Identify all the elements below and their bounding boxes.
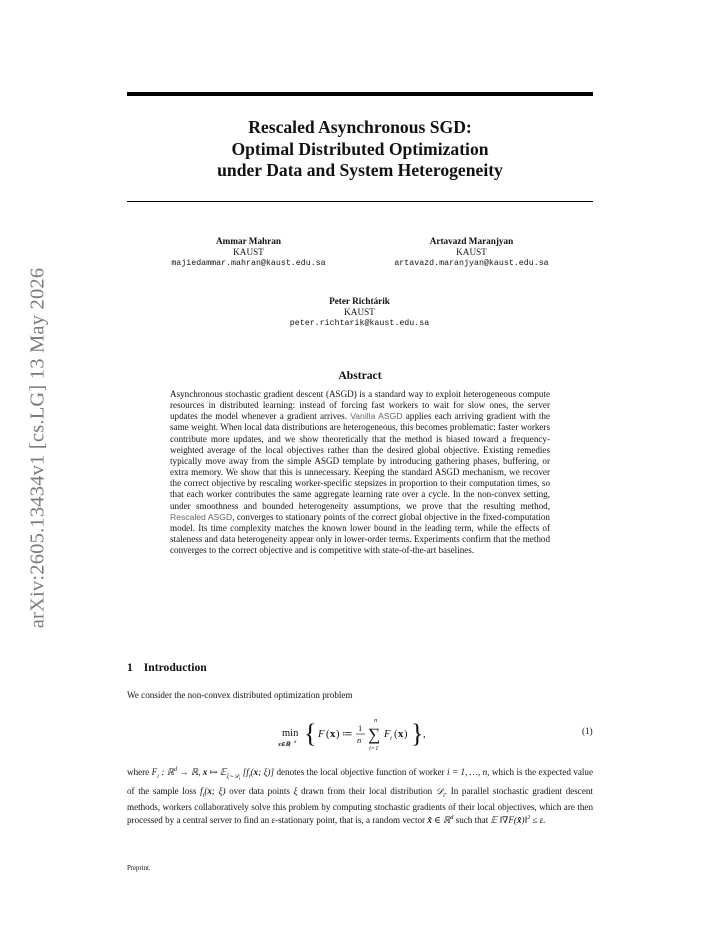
eq-paren: (: [394, 729, 398, 740]
author-block: [241, 296, 478, 329]
method-name-vanilla: Vanilla ASGD: [350, 411, 403, 422]
abstract-text: , converges to stationary points of the correct global objective in the fixed-computation model. Its time complexity matches the known lower bound in the leading term, while the effects of staleness and data heterogeneity appear only in lower-order terms. Experiments confirm that the method converges to the correct objective and is competitive with state-of-the-art baselines.: [170, 511, 550, 556]
title-line-1: Rescaled Asynchronous SGD:: [248, 117, 472, 137]
eq-n: n: [357, 735, 362, 745]
para-text: which is the expected value of the sample loss: [127, 767, 593, 796]
eq-Fi: F: [384, 729, 391, 740]
title-line-2: Optimal Distributed Optimization: [231, 138, 489, 159]
author-email: peter.richtarik@kaust.edu.sa: [289, 319, 430, 328]
author-affiliation: KAUST: [233, 247, 264, 257]
eq-sum: ∑: [368, 725, 381, 744]
para-text: -stationary point, that is, a random vector: [275, 814, 426, 825]
arxiv-stamp: arXiv:2605.13434v1 [cs.LG] 13 May 2026: [26, 267, 49, 629]
math-Fi-map: $F_i$ : ℝ$^d$ → ℝ, x ↦ 𝔼$_{\xi\sim 𝒟_i}$ [$f_i(x$; ξ)]: [151, 767, 275, 783]
equation-number: (1): [582, 726, 593, 736]
math-xhat: x̂ ∈ ℝ$^d$: [427, 814, 454, 825]
title-line-3: under Data and System Heterogeneity: [217, 160, 503, 181]
section-number: 1: [127, 661, 133, 674]
eq-x: x: [398, 729, 404, 740]
author-email: majiedammar.mahran@kaust.edu.sa: [171, 259, 326, 268]
math-epsilon: ε: [271, 814, 276, 825]
eq-one: 1: [358, 723, 363, 733]
abstract-text: Asynchronous stochastic gradient descent (ASGD) is a standard way to exploit heterogeneous compute resources in distributed learning: instead of forcing fast workers to wait for slow ones, the server updates the model whenever a gradient arrives.: [170, 389, 550, 422]
eq-i: i: [390, 735, 392, 742]
author-email: artavazd.maranjyan@kaust.edu.sa: [394, 259, 549, 268]
abstract-heading: Abstract: [338, 369, 382, 382]
math-xi: ξ: [293, 785, 298, 796]
author-name: Peter Richtárik: [329, 296, 390, 306]
author-affiliation: KAUST: [456, 247, 487, 257]
section-title: Introduction: [143, 661, 207, 674]
eq-F: F: [318, 729, 325, 740]
eq-brace-right: }: [411, 719, 424, 748]
math-stationarity: 𝔼 ‖∇F(x̂)‖$^2$ ≤ ε.: [490, 814, 546, 825]
eq-comma: ,: [423, 729, 426, 740]
eq-sum-top: n: [374, 717, 378, 724]
author-name: Artavazd Maranjyan: [429, 236, 514, 246]
intro-sentence: We consider the non-convex distributed optimization problem: [127, 690, 353, 700]
eq-min-subscript-d: d: [294, 739, 297, 744]
author-block: [353, 236, 590, 269]
paper-title: [127, 117, 593, 182]
eq-sum-bottom: i=1: [369, 745, 379, 752]
footer-preprint: Preprint.: [127, 865, 151, 872]
math-Di: 𝒟$_i$: [435, 785, 445, 799]
eq-paren: (: [326, 729, 330, 740]
title-top-rule: [127, 92, 593, 96]
para-text: denotes the local objective function of worker: [276, 767, 445, 778]
objective-equation: [280, 714, 593, 754]
section-heading: [127, 661, 207, 674]
abstract-text: applies each arriving gradient with the same weight. When local data distributions are heterogeneous, this becomes problematic: faster workers contribute more updates, and we show theoretically that the method is biased toward a frequency-weighted average of the local objectives rather than the desired global objective. Existing remedies typically move away from the simple ASGD template by introducing gathering phases, buffering, or extra memory. We show that this is unnecessary. Keeping the standard ASGD mechanism, we recover the correct objective by rescaling worker-specific stepsizes in proportion to their computation times, so that each worker contributes the same aggregate learning rate over a cycle. In the non-convex setting, under smoothness and bounded heterogeneity assumptions, we prove that the resulting method,: [170, 411, 550, 511]
math-worker-index: i = 1, …, n,: [447, 767, 490, 778]
eq-paren: ): [336, 729, 340, 740]
author-name: Ammar Mahran: [216, 236, 281, 246]
title-bottom-rule: [127, 201, 593, 202]
author-affiliation: KAUST: [344, 307, 375, 317]
para-text: drawn from their local distribution: [301, 785, 433, 796]
para-text: where: [127, 767, 150, 778]
abstract-body: [170, 389, 550, 556]
author-block: [130, 236, 367, 269]
para-text: . In parallel stochastic gradient descent methods, workers collaboratively solve this problem by computing stochastic gradients of their local objectives, which are then processed by a central server to find an: [127, 785, 593, 825]
eq-min: min: [282, 728, 299, 739]
eq-min-subscript: x∈ℝ: [278, 742, 291, 748]
math-sample-loss: $f_i(x$; ξ): [200, 785, 226, 799]
body-paragraph: [127, 765, 593, 826]
para-text: over data points: [229, 785, 290, 796]
eq-x: x: [330, 729, 336, 740]
para-text: such that: [455, 814, 489, 825]
eq-defeq: ≔: [342, 729, 353, 740]
eq-brace-left: {: [304, 719, 317, 748]
eq-paren: ): [404, 729, 408, 740]
method-name-rescaled: Rescaled ASGD: [170, 511, 233, 522]
